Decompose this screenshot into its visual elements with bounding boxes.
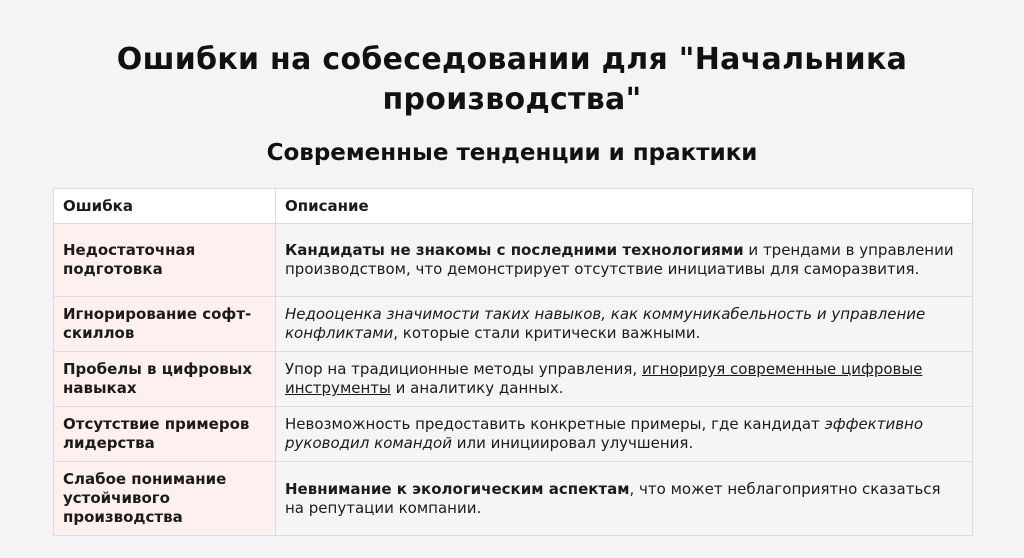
- description-bold-text: Невнимание к экологическим аспектам: [285, 479, 630, 498]
- description-italic-text: Недооценка значимости таких навыков, как коммуникабельность и управление конфликтами: [285, 305, 926, 342]
- table-row: [54, 297, 973, 352]
- table-header-row: [54, 189, 973, 224]
- page-title: Ошибки на собеседовании для "Начальника производства": [116, 42, 908, 117]
- error-cell: Пробелы в цифровых навыках: [54, 352, 276, 407]
- table-row: [54, 352, 973, 407]
- header-description: Описание: [276, 189, 973, 224]
- description-text: и трендами в управлении производством, что демонстрирует отсутствие инициативы для саморазвития.: [285, 241, 954, 278]
- description-cell: [276, 352, 973, 407]
- description-text: Невозможность предоставить конкретные примеры, где кандидат: [285, 415, 825, 433]
- description-text: и аналитику данных.: [390, 379, 564, 397]
- page-subtitle: Современные тенденции и практики: [266, 140, 758, 166]
- description-text: , что может неблагоприятно сказаться на репутации компании.: [285, 479, 941, 517]
- description-bold-text: Кандидаты не знакомы с последними технологиями: [285, 241, 744, 259]
- error-cell: Слабое понимание устойчивого производства: [54, 462, 276, 536]
- description-cell: [276, 224, 973, 297]
- error-cell: Игнорирование софт-скиллов: [54, 297, 276, 352]
- table-row: [54, 224, 973, 297]
- table-row: [54, 462, 973, 536]
- description-cell: [276, 462, 973, 536]
- errors-table: [53, 188, 973, 536]
- description-text: или инициировал улучшения.: [451, 434, 694, 452]
- description-cell: [276, 407, 973, 462]
- description-italic-text: эффективно руководил командой: [285, 415, 924, 452]
- error-cell: Отсутствие примеров лидерства: [54, 407, 276, 462]
- description-text: Упор на традиционные методы управления,: [285, 360, 642, 378]
- description-text: , которые стали критически важными.: [393, 324, 701, 342]
- description-underlined-text: игнорируя современные цифровые инструменты: [285, 360, 923, 397]
- description-cell: [276, 297, 973, 352]
- table-row: [54, 407, 973, 462]
- error-cell: Недостаточная подготовка: [54, 224, 276, 297]
- header-error: Ошибка: [54, 189, 276, 224]
